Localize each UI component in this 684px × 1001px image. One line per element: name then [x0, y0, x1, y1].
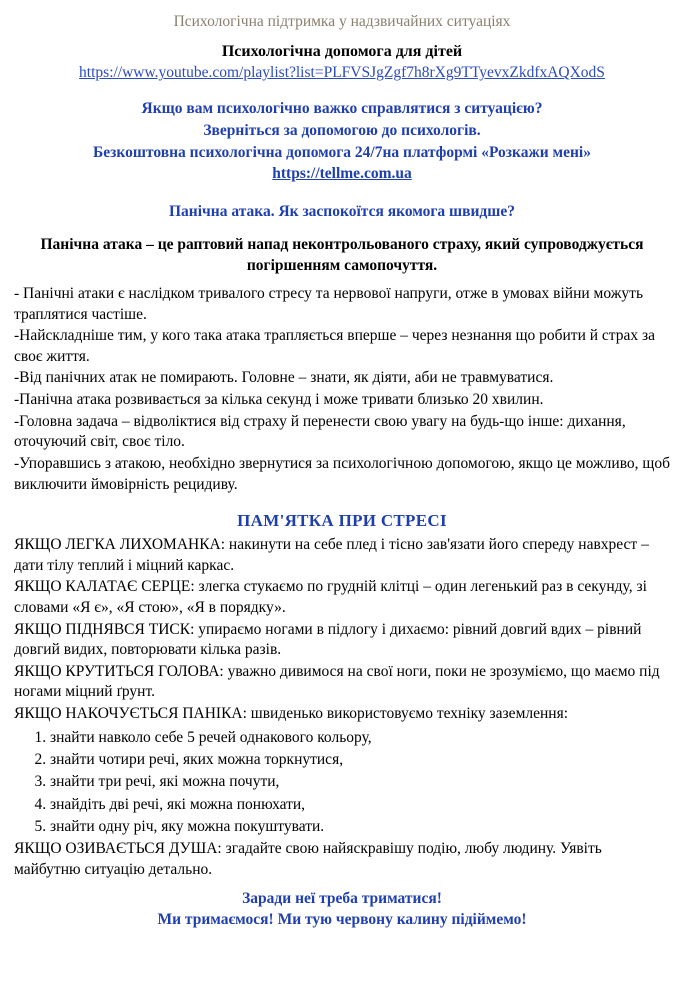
stress-tip: ЯКЩО ЛЕГКА ЛИХОМАНКА: накинути на себе плед і тісно зав'язати його спереду навхрест – дати тілу теплий і міцний каркас. [14, 536, 649, 574]
closing-line-2: Ми тримаємося! Ми тую червону калину підіймемо! [157, 910, 527, 928]
list-item: 1. знайти навколо себе 5 речей однакового кольору, [50, 727, 670, 748]
stress-tip: ЯКЩО КРУТИТЬСЯ ГОЛОВА: уважно дивимося на свої ноги, поки не зрозуміємо, що маємо під ногами міцний ґрунт. [14, 662, 660, 701]
panic-point: -Панічна атака розвивається за кілька секунд і може тривати близько 20 хвилин. [14, 391, 544, 409]
panic-point: - Панічні атаки є наслідком тривалого стресу та нервової напруги, отже в умовах війни можуть траплятися частіше. [14, 285, 644, 323]
panic-point: -Найскладніше тим, у кого така атака трапляється вперше – через незнання що робити й страх за своє життя. [14, 327, 656, 365]
kids-playlist-link-line [14, 64, 670, 82]
stress-tip: ЯКЩО ПІДНЯВСЯ ТИСК: упираємо ногами в підлогу і дихаємо: рівний довгий вдих – рівний довгий видих, повторювати кілька разів. [14, 620, 642, 659]
kids-playlist-link[interactable]: https://www.youtube.com/playlist?list=PLFVSJgZgf7h8rXg9TTyevxZkdfxAQXodS [79, 64, 605, 82]
closing-line-1: Заради неї треба триматися! [242, 889, 442, 907]
panic-attack-question: Панічна атака. Як заспокоїтся якомога швидше? [169, 203, 515, 221]
list-item: 3. знайти три речі, які можна почути, [50, 771, 670, 792]
kids-help-heading: Психологічна допомога для дітей [221, 43, 463, 61]
document-top-title: Психологічна підтримка у надзвичайних ситуаціях [173, 13, 511, 30]
closing-block [14, 889, 670, 931]
stress-tip: ЯКЩО НАКОЧУЄТЬСЯ ПАНІКА: швиденько використовуємо техніку заземлення: [14, 705, 569, 722]
grounding-steps-list [14, 727, 670, 838]
panic-point: -Від панічних атак не помирають. Головне – знати, як діяти, аби не травмуватися. [14, 369, 554, 387]
tellme-link-line [14, 163, 670, 185]
stress-tip: ЯКЩО КАЛАТАЄ СЕРЦЕ: злегка стукаємо по грудній клітці – один легенький раз в секунду, зі словами «Я є», «Я стою», «Я в порядку». [14, 578, 647, 616]
soul-tip: ЯКЩО ОЗИВАЄТЬСЯ ДУША: згадайте свою найяскравішу подію, любу людину. Уявіть майбутню ситуацію детально. [14, 840, 602, 879]
panic-attack-definition: Панічна атака – це раптовий напад неконтрольованого страху, який супроводжується погіршенням самопочуття. [40, 236, 644, 274]
psych-help-block [14, 98, 670, 185]
stress-tips-list [14, 535, 670, 724]
list-item: 4. знайдіть дві речі, які можна понюхати, [50, 794, 670, 815]
stress-memo-title: ПАМ'ЯТКА ПРИ СТРЕСІ [237, 511, 447, 531]
psych-help-line-1: Якщо вам психологічно важко справлятися з ситуацією? [141, 100, 543, 118]
panic-point: -Головна задача – відволіктися від страху й перенести свою увагу на будь-що інше: дихання, оточуючий світ, своє тіло. [14, 412, 626, 451]
panic-point: -Упоравшись з атакою, необхідно звернутися за психологічною допомогою, якщо це можливо, щоб виключити ймовірність рецидиву. [14, 454, 670, 493]
list-item: 5. знайти одну річ, яку можна покуштувати. [50, 816, 670, 837]
panic-points-list [14, 284, 670, 495]
list-item: 2. знайти чотири речі, яких можна торкнутися, [50, 749, 670, 770]
tellme-link[interactable]: https://tellme.com.ua [272, 165, 412, 183]
psych-help-line-3: Безкоштовна психологічна допомога 24/7на платформі «Розкажи мені» [93, 143, 591, 161]
psych-help-line-2: Зверніться за допомогою до психологів. [203, 122, 481, 140]
